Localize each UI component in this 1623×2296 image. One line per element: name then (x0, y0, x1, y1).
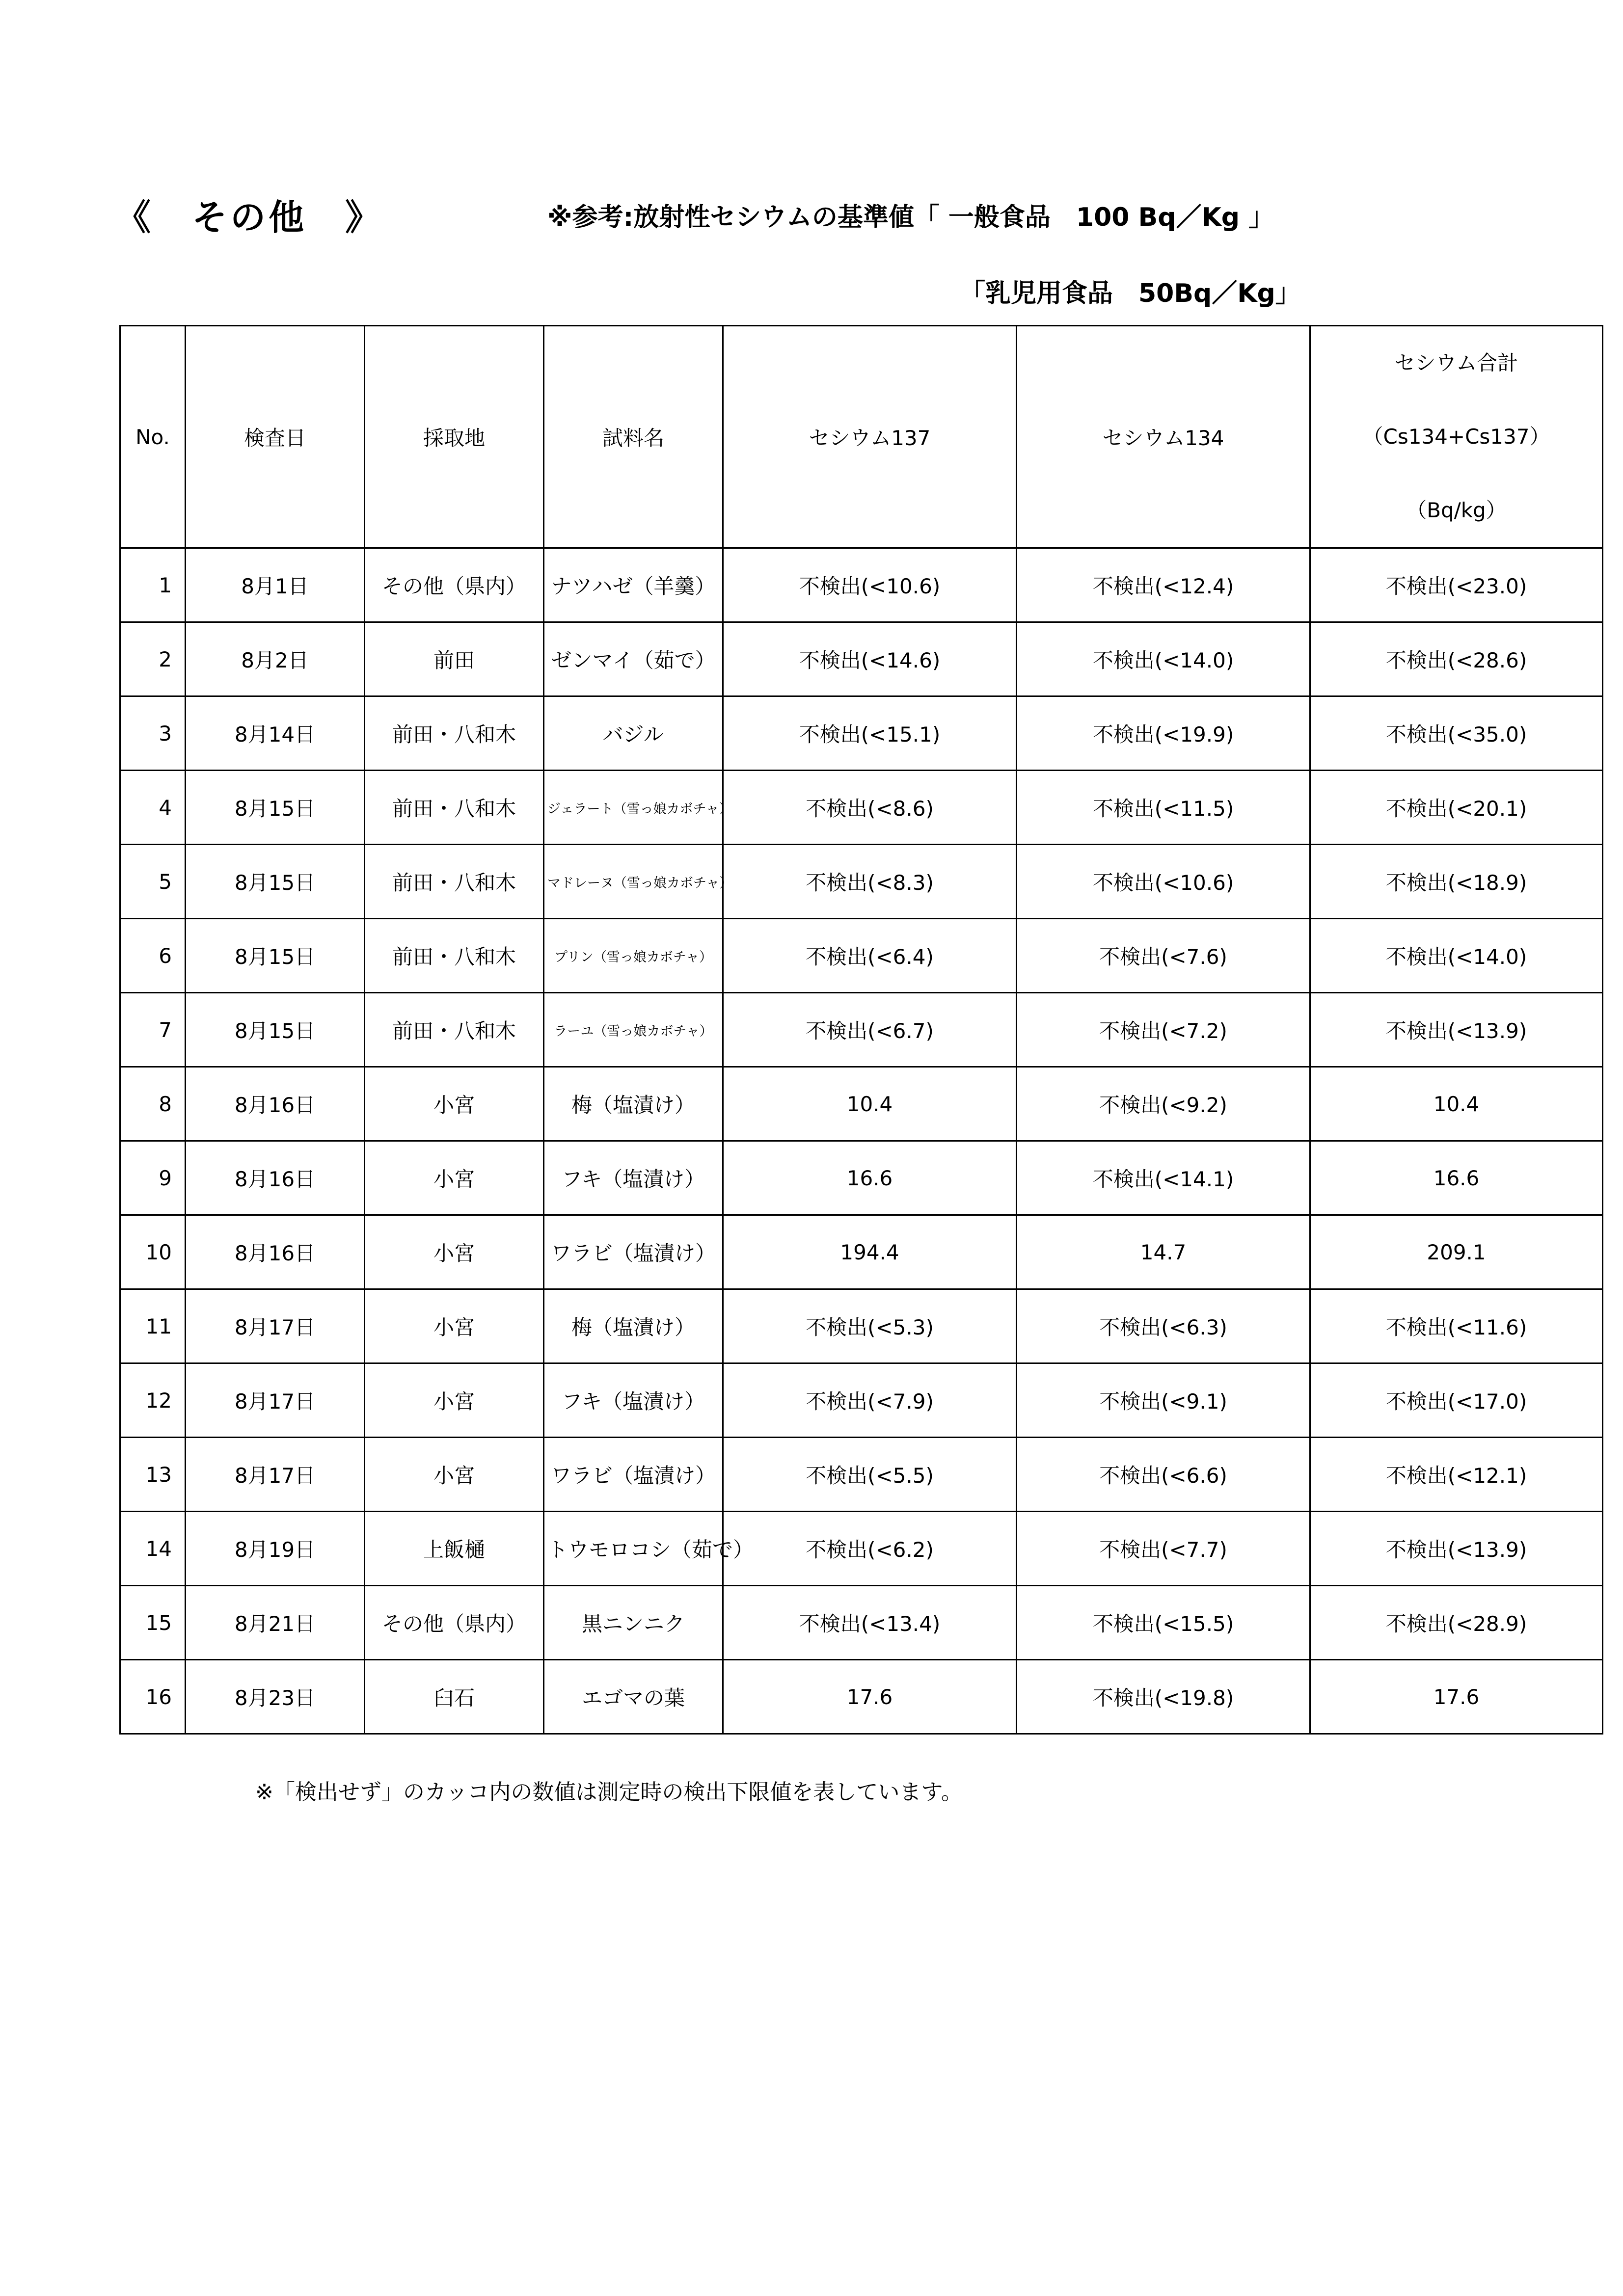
cell-date: 8月17日 (186, 1289, 365, 1363)
cell-cs137: 不検出(<5.5) (723, 1438, 1017, 1512)
cell-no: 14 (120, 1512, 186, 1586)
cell-date: 8月1日 (186, 548, 365, 622)
column-header-no: No. (120, 326, 186, 548)
column-header-date: 検査日 (186, 326, 365, 548)
cell-cs137: 不検出(<6.4) (723, 919, 1017, 993)
cell-sample: バジル (544, 696, 723, 771)
cell-cs137: 17.6 (723, 1660, 1017, 1734)
cell-date: 8月16日 (186, 1141, 365, 1215)
column-header-sample: 試料名 (544, 326, 723, 548)
cell-no: 7 (120, 993, 186, 1067)
cell-total: 不検出(<35.0) (1310, 696, 1603, 771)
cell-cs134: 不検出(<12.4) (1017, 548, 1310, 622)
cell-cs134: 不検出(<9.2) (1017, 1067, 1310, 1141)
cell-cs134: 不検出(<19.8) (1017, 1660, 1310, 1734)
cell-cs134: 不検出(<14.1) (1017, 1141, 1310, 1215)
cell-cs134: 不検出(<7.7) (1017, 1512, 1310, 1586)
cell-cs137: 不検出(<6.7) (723, 993, 1017, 1067)
table-row (120, 1067, 1603, 1141)
cell-date: 8月15日 (186, 919, 365, 993)
cell-date: 8月15日 (186, 771, 365, 845)
cell-no: 12 (120, 1363, 186, 1438)
cell-location: 前田・八和木 (365, 919, 544, 993)
cell-cs134: 不検出(<6.3) (1017, 1289, 1310, 1363)
cell-date: 8月17日 (186, 1363, 365, 1438)
table-row (120, 548, 1603, 622)
cell-total: 不検出(<13.9) (1310, 1512, 1603, 1586)
reference-standard-infant: 「乳児用食品 50Bq／Kg」 (960, 279, 1301, 308)
cell-sample: フキ（塩漬け） (544, 1141, 723, 1215)
cell-sample: ワラビ（塩漬け） (544, 1215, 723, 1289)
results-table (119, 325, 1603, 1735)
table-row (120, 771, 1603, 845)
table-header-row (120, 326, 1603, 548)
cell-location: 小宮 (365, 1141, 544, 1215)
cell-total: 不検出(<13.9) (1310, 993, 1603, 1067)
cell-total: 不検出(<28.6) (1310, 622, 1603, 696)
table-row (120, 1289, 1603, 1363)
cell-location: 小宮 (365, 1215, 544, 1289)
cell-total: 不検出(<11.6) (1310, 1289, 1603, 1363)
cell-cs134: 不検出(<9.1) (1017, 1363, 1310, 1438)
cell-total: 不検出(<28.9) (1310, 1586, 1603, 1660)
cell-sample: フキ（塩漬け） (544, 1363, 723, 1438)
cell-location: 前田・八和木 (365, 696, 544, 771)
cell-location: 小宮 (365, 1363, 544, 1438)
cell-date: 8月17日 (186, 1438, 365, 1512)
cell-no: 5 (120, 845, 186, 919)
cell-location: 前田・八和木 (365, 771, 544, 845)
cell-no: 1 (120, 548, 186, 622)
cell-total: 不検出(<17.0) (1310, 1363, 1603, 1438)
column-header-total-formula: （Cs134+Cs137） (1362, 425, 1550, 449)
table-row (120, 1215, 1603, 1289)
cell-total: 不検出(<12.1) (1310, 1438, 1603, 1512)
cell-no: 15 (120, 1586, 186, 1660)
cell-cs134: 不検出(<7.6) (1017, 919, 1310, 993)
cell-date: 8月2日 (186, 622, 365, 696)
cell-location: 前田・八和木 (365, 993, 544, 1067)
cell-cs134: 不検出(<19.9) (1017, 696, 1310, 771)
table-row (120, 1141, 1603, 1215)
cell-cs134: 不検出(<7.2) (1017, 993, 1310, 1067)
cell-sample: ワラビ（塩漬け） (544, 1438, 723, 1512)
cell-date: 8月21日 (186, 1586, 365, 1660)
cell-sample: ジェラート（雪っ娘カボチャ） (544, 771, 723, 845)
cell-no: 3 (120, 696, 186, 771)
cell-cs134: 不検出(<6.6) (1017, 1438, 1310, 1512)
reference-standard-general: ※参考:放射性セシウムの基準値「 一般食品 100 Bq／Kg 」 (547, 203, 1274, 232)
cell-total: 不検出(<23.0) (1310, 548, 1603, 622)
column-header-location: 採取地 (365, 326, 544, 548)
table-row (120, 919, 1603, 993)
cell-date: 8月19日 (186, 1512, 365, 1586)
cell-sample: エゴマの葉 (544, 1660, 723, 1734)
cell-no: 6 (120, 919, 186, 993)
cell-location: 前田 (365, 622, 544, 696)
cell-location: 前田・八和木 (365, 845, 544, 919)
cell-no: 13 (120, 1438, 186, 1512)
cell-cs137: 不検出(<13.4) (723, 1586, 1017, 1660)
cell-cs137: 不検出(<15.1) (723, 696, 1017, 771)
cell-location: 小宮 (365, 1289, 544, 1363)
table-row (120, 1660, 1603, 1734)
cell-no: 16 (120, 1660, 186, 1734)
cell-sample: ラーユ（雪っ娘カボチャ） (544, 993, 723, 1067)
table-row (120, 1438, 1603, 1512)
cell-date: 8月15日 (186, 845, 365, 919)
cell-total: 不検出(<20.1) (1310, 771, 1603, 845)
cell-cs134: 14.7 (1017, 1215, 1310, 1289)
cell-no: 8 (120, 1067, 186, 1141)
cell-sample: ゼンマイ（茹で） (544, 622, 723, 696)
cell-date: 8月23日 (186, 1660, 365, 1734)
column-header-total (1310, 326, 1603, 548)
column-header-total-label: セシウム合計 (1394, 351, 1518, 375)
cell-total: 17.6 (1310, 1660, 1603, 1734)
cell-date: 8月16日 (186, 1067, 365, 1141)
cell-date: 8月15日 (186, 993, 365, 1067)
cell-no: 11 (120, 1289, 186, 1363)
cell-cs137: 不検出(<6.2) (723, 1512, 1017, 1586)
cell-cs137: 10.4 (723, 1067, 1017, 1141)
cell-location: 小宮 (365, 1067, 544, 1141)
cell-total: 16.6 (1310, 1141, 1603, 1215)
cell-cs137: 不検出(<8.3) (723, 845, 1017, 919)
cell-cs137: 不検出(<8.6) (723, 771, 1017, 845)
cell-cs137: 194.4 (723, 1215, 1017, 1289)
cell-sample: ナツハゼ（羊羹） (544, 548, 723, 622)
cell-cs137: 不検出(<7.9) (723, 1363, 1017, 1438)
cell-cs134: 不検出(<10.6) (1017, 845, 1310, 919)
cell-location: その他（県内） (365, 1586, 544, 1660)
cell-sample: 梅（塩漬け） (544, 1067, 723, 1141)
cell-cs137: 不検出(<10.6) (723, 548, 1017, 622)
page-title: 《 その他 》 (115, 197, 384, 238)
table-body (120, 548, 1603, 1734)
cell-total: 10.4 (1310, 1067, 1603, 1141)
cell-no: 9 (120, 1141, 186, 1215)
cell-location: その他（県内） (365, 548, 544, 622)
cell-sample: プリン（雪っ娘カボチャ） (544, 919, 723, 993)
cell-no: 10 (120, 1215, 186, 1289)
cell-cs137: 16.6 (723, 1141, 1017, 1215)
cell-sample: 梅（塩漬け） (544, 1289, 723, 1363)
cell-total: 209.1 (1310, 1215, 1603, 1289)
cell-date: 8月14日 (186, 696, 365, 771)
cell-total: 不検出(<14.0) (1310, 919, 1603, 993)
column-header-cs134: セシウム134 (1017, 326, 1310, 548)
cell-sample: トウモロコシ（茹で） (544, 1512, 723, 1586)
cell-cs137: 不検出(<5.3) (723, 1289, 1017, 1363)
cell-cs137: 不検出(<14.6) (723, 622, 1017, 696)
table-row (120, 1586, 1603, 1660)
cell-location: 上飯樋 (365, 1512, 544, 1586)
table-row (120, 1363, 1603, 1438)
table-row (120, 845, 1603, 919)
cell-cs134: 不検出(<14.0) (1017, 622, 1310, 696)
cell-cs134: 不検出(<11.5) (1017, 771, 1310, 845)
cell-location: 小宮 (365, 1438, 544, 1512)
cell-sample: 黒ニンニク (544, 1586, 723, 1660)
cell-location: 臼石 (365, 1660, 544, 1734)
cell-date: 8月16日 (186, 1215, 365, 1289)
column-header-total-unit: （Bq/kg） (1406, 498, 1507, 522)
cell-no: 2 (120, 622, 186, 696)
cell-sample: マドレーヌ（雪っ娘カボチャ） (544, 845, 723, 919)
table-row (120, 696, 1603, 771)
cell-no: 4 (120, 771, 186, 845)
cell-total: 不検出(<18.9) (1310, 845, 1603, 919)
footnote: ※「検出せず」のカッコ内の数値は測定時の検出下限値を表しています。 (255, 1780, 963, 1805)
table-row (120, 622, 1603, 696)
table-row (120, 993, 1603, 1067)
column-header-cs137: セシウム137 (723, 326, 1017, 548)
table-row (120, 1512, 1603, 1586)
cell-cs134: 不検出(<15.5) (1017, 1586, 1310, 1660)
